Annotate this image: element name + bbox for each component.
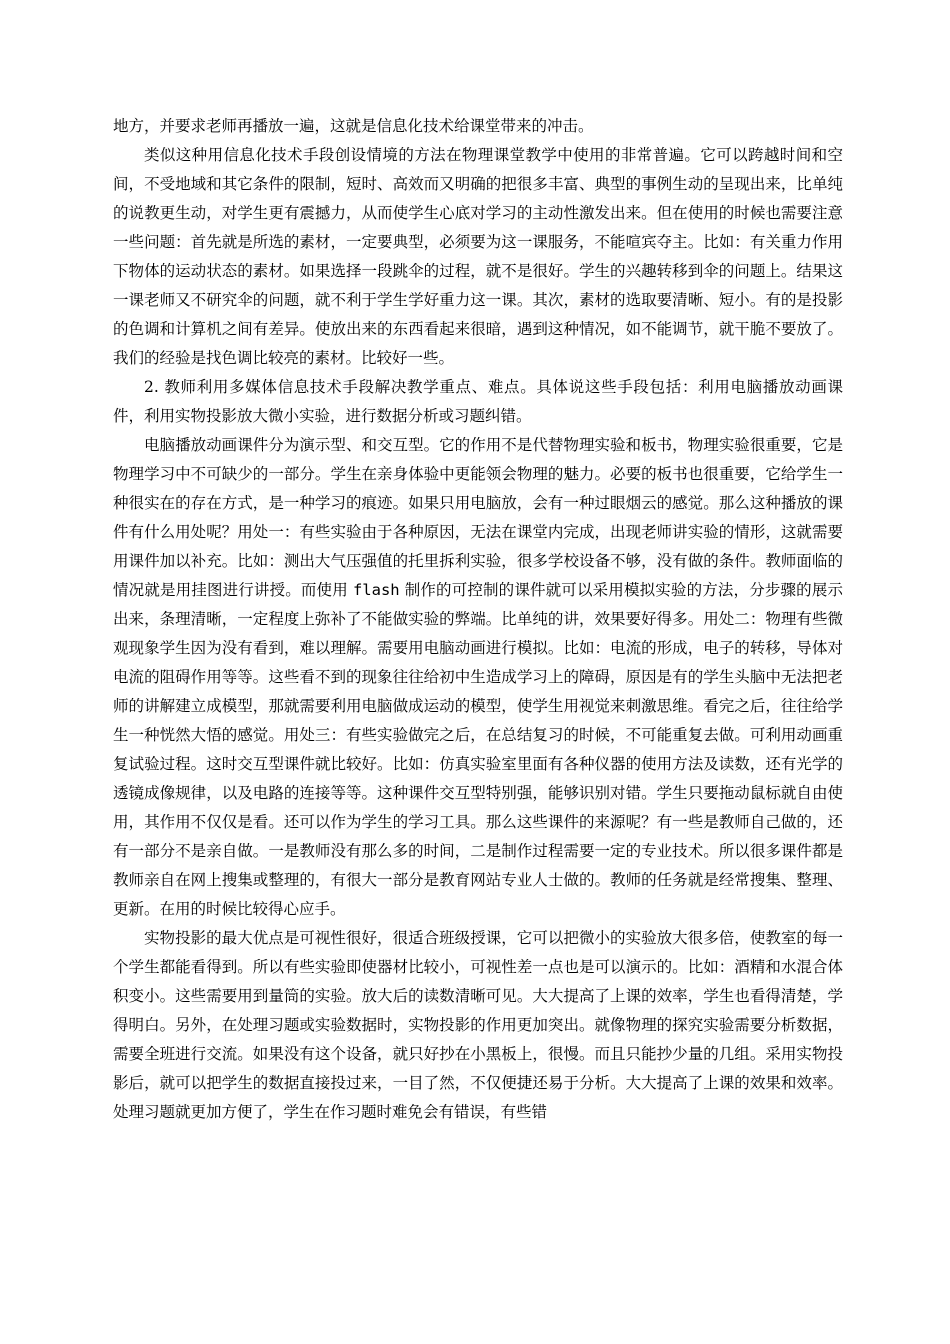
flash-term: flash	[352, 581, 400, 599]
paragraph-info-tech-situation: 类似这种用信息化技术手段创设情境的方法在物理课堂教学中使用的非常普遍。它可以跨越时间和空间，不受地域和其它条件的限制，短时、高效而又明确的把很多丰富、典型的事例生动的呈现出来，比单纯的说教更生动，对学生更有震撼力，从而使学生心底对学习的主动性激发出来。但在使用的时候也需要注意一些问题：首先就是所选的素材，一定要典型，必须要为这一课服务，不能喧宾夺主。比如：有关重力作用下物体的运动状态的素材。如果选择一段跳伞的过程，就不是很好。学生的兴趣转移到伞的问题上。结果这一课老师又不研究伞的问题，就不利于学生学好重力这一课。其次，素材的选取要清晰、短小。有的是投影的色调和计算机之间有差异。使放出来的东西看起来很暗，遇到这种情况，如不能调节，就干脆不要放了。我们的经验是找色调比较亮的素材。比较好一些。	[113, 146, 843, 367]
document-page	[113, 112, 843, 1127]
paragraph-text-segment: 制作的可控制的课件就可以采用模拟实验的方法，分步骤的展示出来，条理清晰，一定程度上弥补了不能做实验的弊端。比单纯的讲，效果要好得多。用处二：物理有些微观现象学生因为没有看到，难以理解。需要用电脑动画进行模拟。比如：电流的形成，电子的转移，导体对电流的阻碍作用等等。这些看不到的现象往往给初中生造成学习上的障碍，原因是有的学生头脑中无法把老师的讲解建立成模型，那就需要利用电脑做成运动的模型，使学生用视觉来刺激思维。看完之后，往往给学生一种恍然大悟的感觉。用处三：有些实验做完之后，在总结复习的时候，不可能重复去做。可利用动画重复试验过程。这时交互型课件就比较好。比如：仿真实验室里面有各种仪器的使用方法及读数，还有光学的透镜成像规律，以及电路的连接等等。这种课件交互型特别强，能够识别对错。学生只要拖动鼠标就自由使用，其作用不仅仅是看。还可以作为学生的学习工具。那么这些课件的来源呢？有一些是教师自己做的，还有一部分不是亲自做。一是教师没有那么多的时间，二是制作过程需要一定的专业技术。所以很多课件都是教师亲自在网上搜集或整理的，有很大一部分是教育网站专业人士做的。教师的任务就是经常搜集、整理、更新。在用的时候比较得心应手。	[113, 581, 843, 918]
paragraph-animation-courseware	[113, 431, 843, 924]
paragraph-section-2-heading: 2. 教师利用多媒体信息技术手段解决教学重点、难点。具体说这些手段包括：利用电脑播放动画课件，利用实物投影放大微小实验，进行数据分析或习题纠错。	[113, 378, 843, 425]
paragraph-continuation: 地方，并要求老师再播放一遍，这就是信息化技术给课堂带来的冲击。	[113, 117, 594, 135]
paragraph-text-segment: 电脑播放动画课件分为演示型、和交互型。它的作用不是代替物理实验和板书，物理实验很重要，它是物理学习中不可缺少的一部分。学生在亲身体验中更能领会物理的魅力。必要的板书也很重要，它给学生一种很实在的存在方式，是一种学习的痕迹。如果只用电脑放，会有一种过眼烟云的感觉。那么这种播放的课件有什么用处呢？用处一：有些实验由于各种原因，无法在课堂内完成，出现老师讲实验的情形，这就需要用课件加以补充。比如：测出大气压强值的托里拆利实验，很多学校设备不够，没有做的条件。教师面临的情况就是用挂图进行讲授。而使用	[113, 436, 843, 599]
paragraph-document-projector: 实物投影的最大优点是可视性很好，很适合班级授课，它可以把微小的实验放大很多倍，使教室的每一个学生都能看得到。所以有些实验即使器材比较小，可视性差一点也是可以演示的。比如：酒精和水混合体积变小。这些需要用到量筒的实验。放大后的读数清晰可见。大大提高了上课的效率，学生也看得清楚，学得明白。另外，在处理习题或实验数据时，实物投影的作用更加突出。就像物理的探究实验需要分析数据，需要全班进行交流。如果没有这个设备，就只好抄在小黑板上，很慢。而且只能抄少量的几组。采用实物投影后，就可以把学生的数据直接投过来，一目了然，不仅便捷还易于分析。大大提高了上课的效果和效率。处理习题就更加方便了，学生在作习题时难免会有错误，有些错	[113, 929, 843, 1121]
